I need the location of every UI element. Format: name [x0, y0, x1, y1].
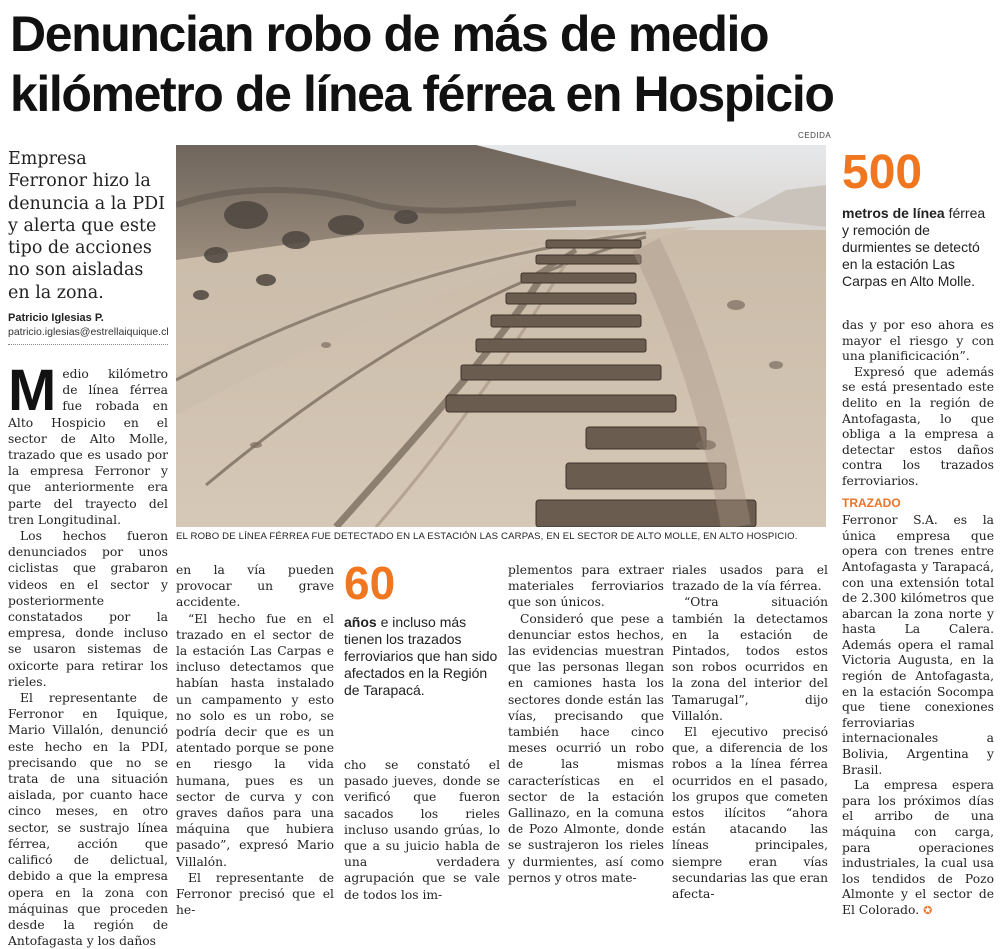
paragraph: das y por eso ahora es mayor el riesgo y con una planificicación”. — [842, 318, 994, 364]
paragraph: Ferronor S.A. es la única empresa que opera con trenes entre Antofagasta y Tarapacá, con una extensión total de 2.300 kilómetros que abarcan la zona norte y hasta La Calera. Además opera el ramal Victoria Augusta, en la región de Antofagasta, en la estación Socompa que tiene conexiones ferroviarias internacionales a Bolivia, Argentina y Brasil. — [842, 513, 994, 777]
deck: Empresa Ferronor hizo la denuncia a la PDI y alerta que este tipo de acciones no son aisladas en la zona. — [8, 149, 166, 303]
column-6 — [842, 318, 994, 919]
column-2 — [176, 562, 334, 918]
factbox-500-text: férrea y remoción de durmientes se detectó en la estación Las Carpas en Alto Molle. — [842, 205, 986, 289]
column-4 — [508, 562, 664, 886]
paragraph — [842, 778, 994, 918]
factbox-60-bold: años — [344, 614, 377, 630]
paragraph: Consideró que pese a denunciar estos hechos, las evidencias muestran que las personas llegan en camiones hasta los sectores donde están las vías, precisando que también hace cinco meses ocurrió un robo de las mismas características en el sector de la estación Gallinazo, en la comuna de Pozo Almonte, donde se sustrajeron los rieles y durmientes, así como pernos y otros mate- — [508, 611, 664, 885]
column-3 — [344, 757, 500, 903]
factbox-60-text: e incluso más tienen los trazados ferroviarios que han sido afectados en la Región de Tarapacá. — [344, 614, 498, 698]
headline: Denuncian robo de más de medio kilómetro de línea férrea en Hospicio — [10, 6, 834, 122]
lead-paragraph — [8, 358, 168, 528]
paragraph: Los hechos fueron denunciados por unos ciclistas que grabaron videos en el sector y posteriormente constatados por la empresa, donde incluso se usaron sistemas de oxicorte para retirar los rieles. — [8, 529, 168, 689]
factbox-500 — [842, 145, 994, 290]
paragraph: El ejecutivo precisó que, a diferencia de los robos a la línea férrea ocurridos en el pasado, los grupos que cometen estos ilícitos “ahora están atacando las líneas principales, siempre eran vías secundarias las que eran afecta- — [672, 725, 828, 902]
column-1 — [8, 358, 168, 949]
section-heading-trazado: TRAZADO — [842, 495, 901, 510]
byline-email[interactable]: patricio.iglesias@estrellaiquique.cl — [8, 326, 169, 338]
paragraph: El representante de Ferronor precisó que el he- — [176, 870, 334, 918]
column-5 — [672, 562, 828, 902]
paragraph: cho se constató el pasado jueves, donde se verificó que fueron sacados los rieles incluso usando grúas, lo que a su juicio habla de una verdadera agrupación que se vale de todos los im- — [344, 758, 500, 902]
dropcap: M — [8, 358, 57, 423]
paragraph: Expresó que además se está presentado este delito en la región de Antofagasta, lo que obliga a la empresa a detectar estos daños contra los trazados ferroviarios. — [842, 364, 994, 488]
factbox-60-number: 60 — [344, 557, 396, 609]
closing-text: La empresa espera para los próximos días el arribo de una máquina con carga, para operaciones industriales, la cual usa los tendidos de Pozo Almonte y el sector de El Colorado. — [842, 778, 994, 917]
paragraph: plementos para extraer materiales ferroviarios que son únicos. — [508, 563, 664, 610]
factbox-500-bold: metros de línea — [842, 205, 945, 221]
end-mark-icon: ✪ — [923, 903, 933, 917]
lead-text: edio kilómetro de línea férrea fue robada en Alto Hospicio en el sector de Alto Molle, trazado que es usado por la empresa Ferronor y que anteriormente era parte del trayecto del tren Longitudinal. — [8, 367, 168, 527]
photo-credit: CEDIDA — [798, 131, 832, 140]
factbox-500-number: 500 — [842, 146, 923, 199]
paragraph: riales usados para el trazado de la vía férrea. — [672, 563, 828, 594]
photo-caption: EL ROBO DE LÍNEA FÉRREA FUE DETECTADO EN LA ESTACIÓN LAS CARPAS, EN EL SECTOR DE ALTO MOLLE, EN ALTO HOSPICIO. — [176, 531, 798, 542]
railway-photo — [176, 145, 826, 527]
paragraph: en la vía pueden provocar un grave accidente. — [176, 563, 334, 610]
divider — [8, 344, 168, 345]
paragraph: El representante de Ferronor en Iquique, Mario Villalón, denunció este hecho en la PDI, precisando que no se trata de una situación aislada, por cuanto hace cinco meses, en otro sector, se sustrajo línea férrea, acción que calificó de delictual, debido a que la empresa opera en la zona con máquinas que proceden desde la región de Antofagasta y los daños — [8, 691, 168, 949]
byline-name: Patricio Iglesias P. — [8, 312, 104, 324]
paragraph: “Otra situación también la detectamos en la estación de Pintados, todos estos son robos ocurridos en la zona del interior del Tamarugal”, dijo Villalón. — [672, 595, 828, 723]
paragraph: “El hecho fue en el trazado en el sector de la estación Las Carpas e incluso detectamos que habían hasta instalado un campamento y esto no solo es un robo, se podría decir que es un atentado porque se pone en riesgo la vida humana, pues es un sector de curva y con graves daños para una máquina que hubiera pasado”, expresó Mario Villalón. — [176, 611, 334, 869]
factbox-60 — [344, 556, 500, 699]
